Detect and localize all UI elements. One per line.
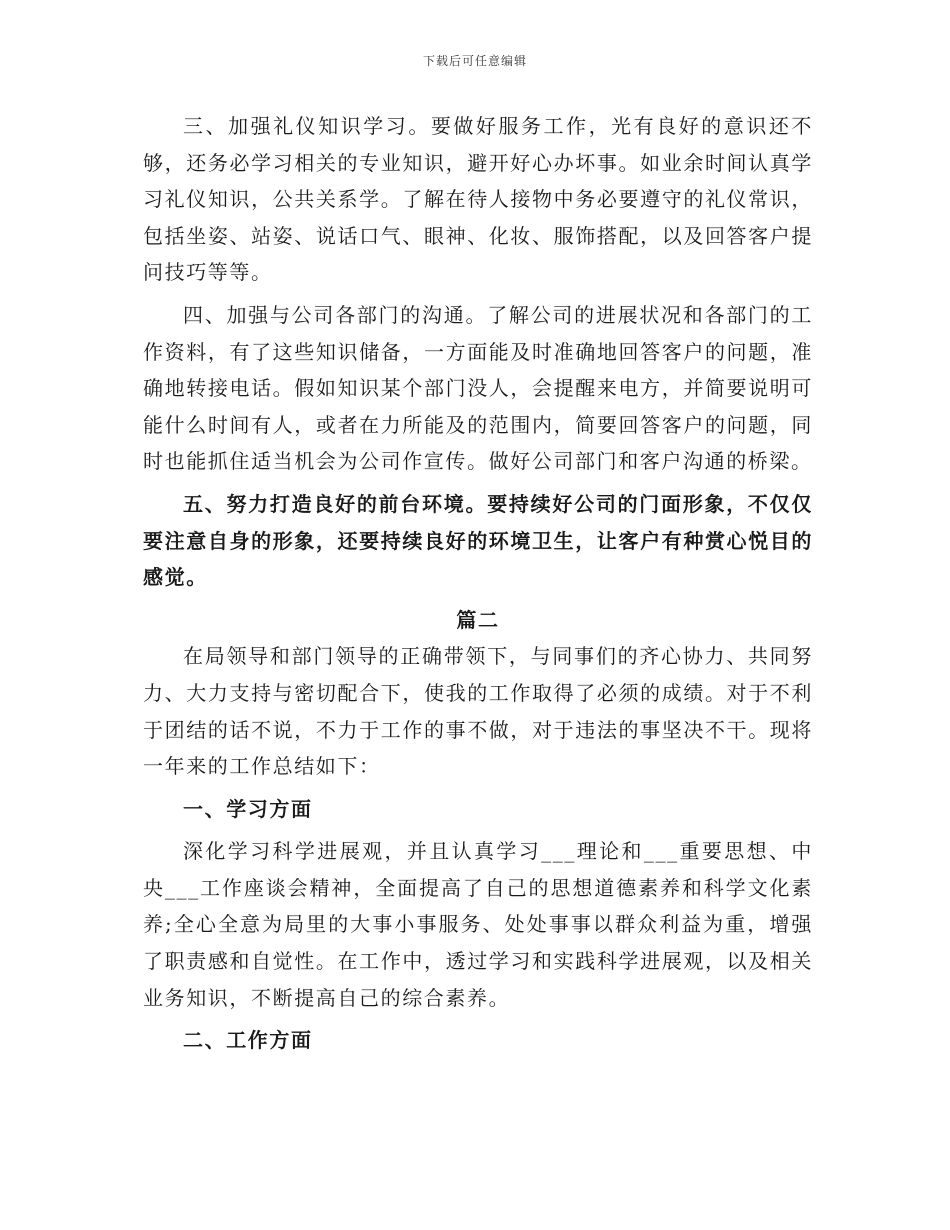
heading-work: 二、工作方面 bbox=[183, 1028, 313, 1053]
paragraph-study: 深化学习科学进展观，并且认真学习___理论和___重要思想、中央___工作座谈会精神，全面提高了自己的思想道德素养和科学文化素养;全心全意为局里的大事小事服务、处处事事以群众利益为重，增强了职责感和自觉性。在工作中，透过学习和实践科学进展观，以及相关业务知识，不断提高自己的综合素养。 bbox=[143, 839, 813, 1010]
document-body bbox=[143, 108, 813, 1059]
heading-study: 一、学习方面 bbox=[183, 796, 313, 821]
section-title: 篇二 bbox=[456, 607, 500, 632]
paragraph-communication: 四、加强与公司各部门的沟通。了解公司的进展状况和各部门的工作资料，有了这些知识储备，一方面能及时准确地回答客户的问题，准确地转接电话。假如知识某个部门没人，会提醒来电方，并简要说明可能什么时间有人，或者在力所能及的范围内，简要回答客户的问题，同时也能抓住适当机会为公司作宣传。做好公司部门和客户沟通的桥梁。 bbox=[143, 302, 813, 474]
page-header: 下载后可任意编辑 bbox=[422, 54, 527, 68]
paragraph-etiquette: 三、加强礼仪知识学习。要做好服务工作，光有良好的意识还不够，还务必学习相关的专业知识，避开好心办坏事。如业余时间认真学习礼仪知识，公共关系学。了解在待人接物中务必要遵守的礼仪常识，包括坐姿、站姿、说话口气、眼神、化妆、服饰搭配，以及回答客户提问技巧等等。 bbox=[143, 114, 813, 285]
paragraph-intro: 在局领导和部门领导的正确带领下，与同事们的齐心协力、共同努力、大力支持与密切配合下，使我的工作取得了必须的成绩。对于不利于团结的话不说，不力于工作的事不做，对于违法的事坚决不干。现将一年来的工作总结如下： bbox=[143, 644, 813, 779]
paragraph-environment: 五、努力打造良好的前台环境。要持续好公司的门面形象，不仅仅要注意自身的形象，还要持续良好的环境卫生，让客户有种赏心悦目的感觉。 bbox=[143, 491, 813, 590]
